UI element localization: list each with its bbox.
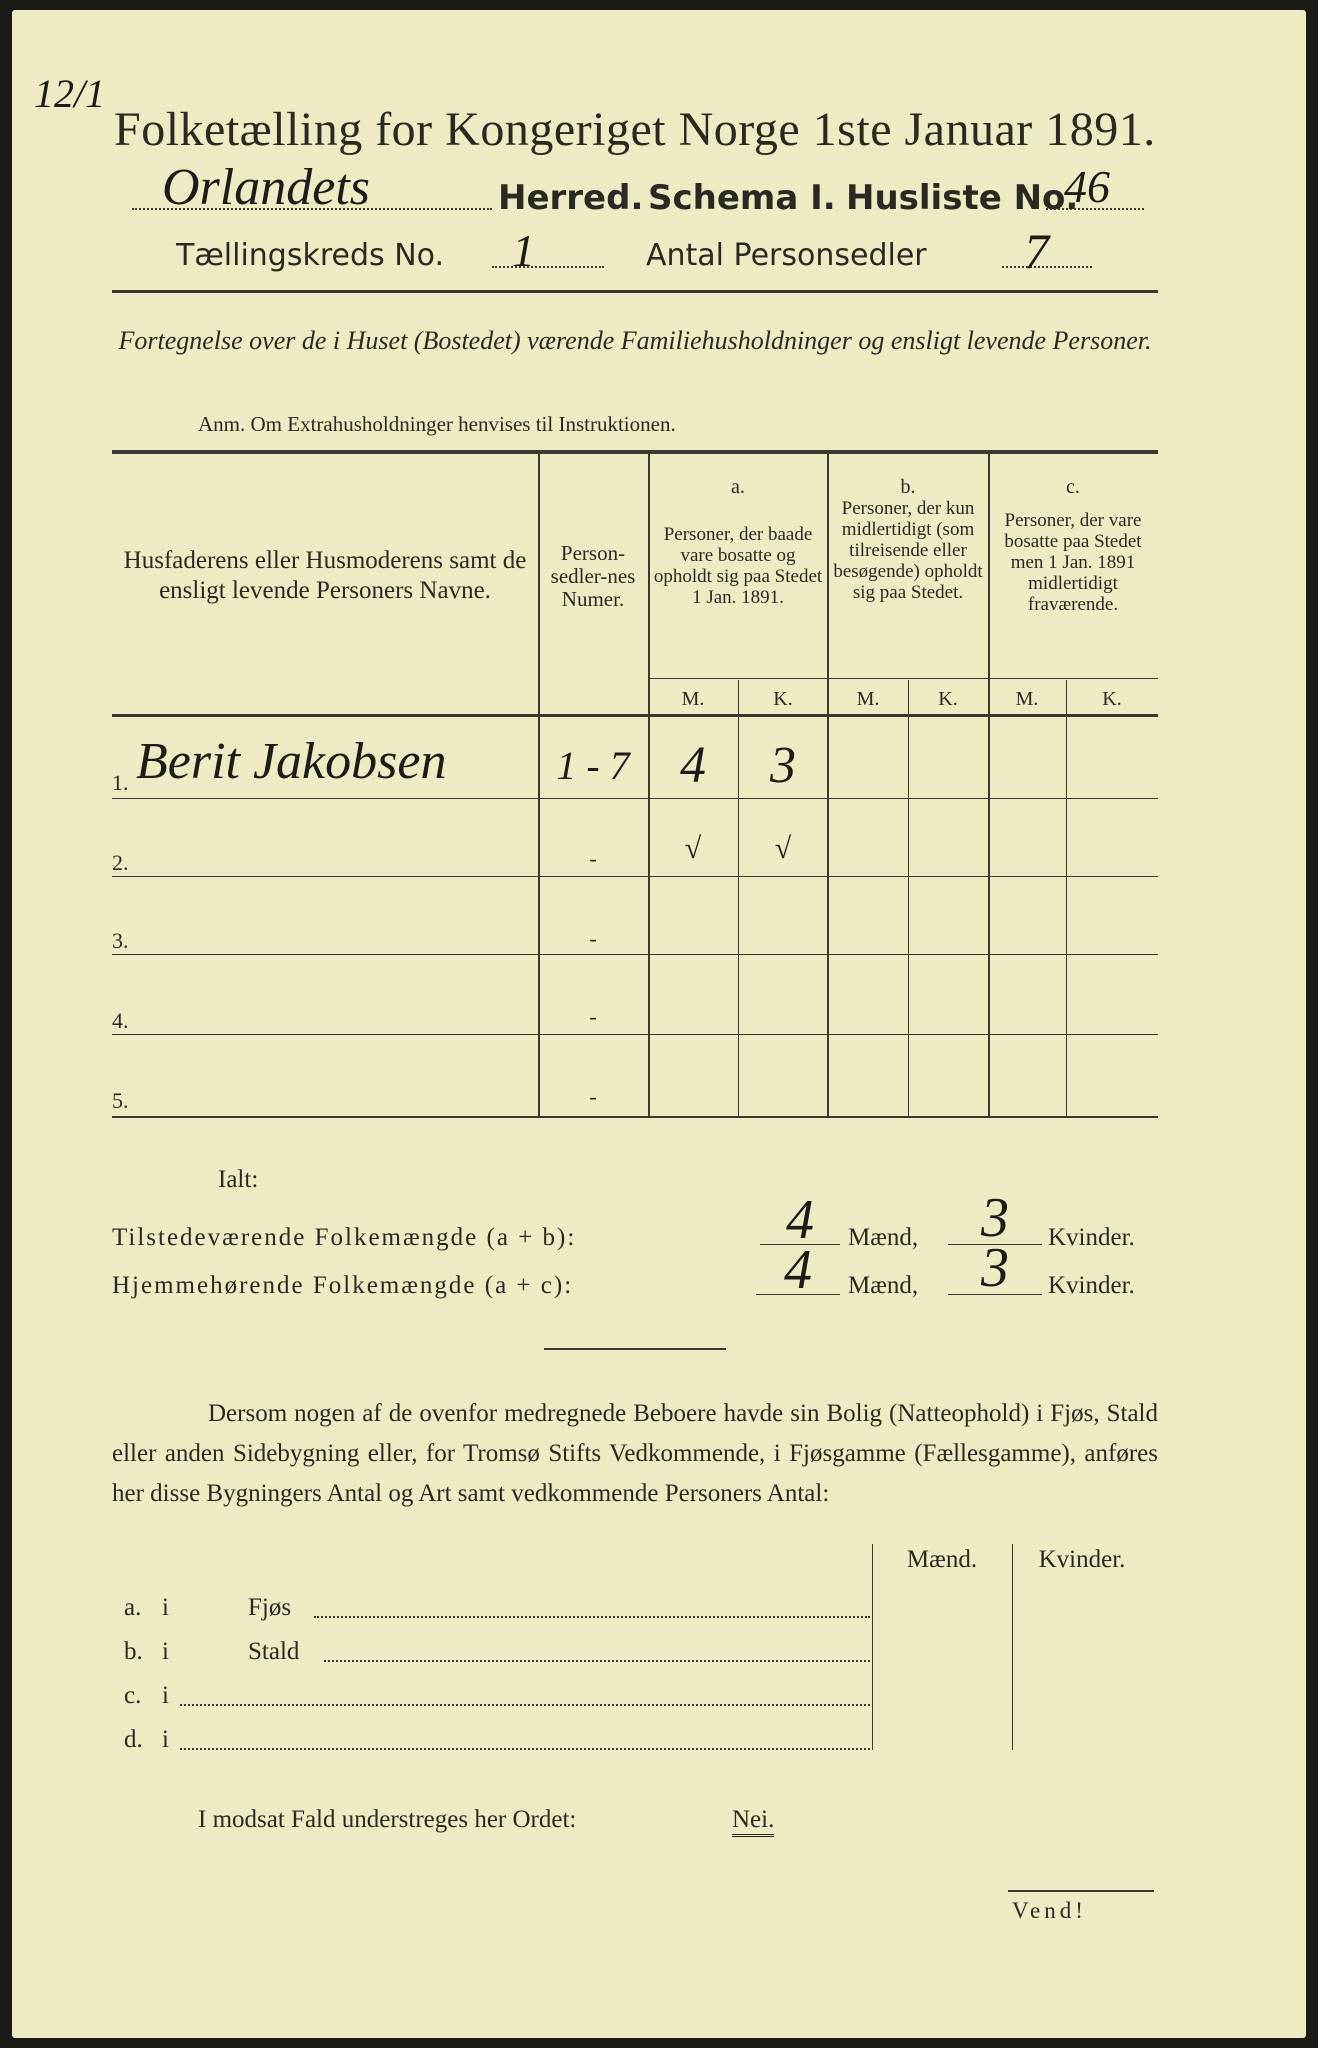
c-k-header: K. (1102, 688, 1122, 710)
bolig-row-letter: d. (124, 1726, 143, 1753)
antal-number: 7 (1024, 223, 1049, 279)
a-k-header: K. (773, 688, 793, 710)
col-line-b-mk (908, 680, 909, 1116)
schema-label: Schema I. (648, 178, 836, 218)
col-line-c-mk (1066, 680, 1067, 1116)
col-header-b: Personer, der kun midlertidigt (som tilreisende eller besøgende) opholdt sig paa Stedet. (833, 498, 983, 603)
hjemme-maend-value: 4 (784, 1239, 812, 1301)
bolig-col-line-1 (872, 1544, 873, 1750)
intro-text: Fortegnelse over de i Huset (Bostedet) værende Familiehusholdninger og ensligt levende Personer. (118, 326, 1152, 355)
bolig-row-letter: a. (124, 1594, 142, 1621)
row-number: 2. (112, 850, 129, 875)
tilstede-kvinder-label: Kvinder. (1048, 1224, 1135, 1251)
col-header-a: Personer, der baade vare bosatte og opholdt sig paa Stedet 1 Jan. 1891. (653, 524, 823, 608)
herred-label: Herred. (498, 178, 644, 218)
form-title: Folketælling for Kongeriget Norge 1ste Januar 1891. (114, 103, 1156, 156)
tilstede-maend-label: Mænd, (848, 1224, 919, 1251)
col-header-c-letter: c. (1066, 476, 1080, 498)
row-number: 5. (112, 1088, 129, 1113)
row-person-number: - (589, 1004, 597, 1029)
c-m-header: M. (1015, 688, 1039, 710)
row-rule-4 (112, 1034, 1158, 1035)
bolig-row-dotline (180, 1704, 870, 1706)
col-line-1 (538, 454, 540, 1116)
a-m-header: M. (681, 688, 705, 710)
table-bottom-rule (112, 1116, 1158, 1118)
table-header-rule (112, 714, 1158, 717)
census-form-sheet (12, 10, 1306, 2038)
kreds-dotline (492, 266, 604, 268)
col-header-b-letter: b. (900, 476, 916, 498)
section-divider (544, 1348, 726, 1350)
col-header-c: Personer, der vare bosatte paa Stedet men 1 Jan. 1891 midlertidigt fraværende. (1004, 510, 1142, 615)
husliste-number: 46 (1064, 161, 1110, 212)
antal-label: Antal Personsedler (646, 238, 927, 273)
bolig-row-label: Fjøs (248, 1594, 292, 1621)
hjemme-kvinder-label: Kvinder. (1048, 1272, 1135, 1299)
hjemme-maend-label: Mænd, (848, 1272, 919, 1299)
bolig-row-dotline (324, 1660, 870, 1662)
row-person-number: 1 - 7 (556, 743, 630, 788)
modsat-text: I modsat Fald understreges her Ordet: (198, 1806, 577, 1833)
mk-sub-rule (648, 678, 1158, 679)
row-number: 3. (112, 928, 129, 953)
vend-text: Vend! (1012, 1898, 1087, 1923)
col-header-number: Person-sedler-nes Numer. (550, 541, 636, 611)
bolig-col-line-2 (1012, 1544, 1013, 1750)
bolig-maend-header: Mænd. (906, 1546, 978, 1573)
row-number: 1. (112, 770, 129, 795)
intro-note: Anm. Om Extrahusholdninger henvises til Instruktionen. (198, 412, 676, 436)
table-top-rule (112, 450, 1158, 454)
bolig-row-i: i (162, 1638, 169, 1665)
bolig-row-i: i (162, 1594, 169, 1621)
row-rule-3 (112, 954, 1158, 955)
kreds-label: Tællingskreds No. (176, 238, 444, 273)
margin-note: 12/1 (34, 71, 106, 116)
row-person-number: - (589, 846, 597, 871)
b-m-header: M. (856, 688, 880, 710)
row-name: Berit Jakobsen (136, 733, 447, 790)
bolig-row-dotline (180, 1748, 870, 1750)
row-a-k: 3 (770, 737, 796, 794)
row-a-k: √ (774, 832, 792, 865)
bolig-row-i: i (162, 1726, 169, 1753)
vend-rule (1008, 1890, 1154, 1892)
hjemme-label: Hjemmehørende Folkemængde (a + c): (112, 1272, 574, 1299)
bolig-paragraph: Dersom nogen af de ovenfor medregnede Beboere havde sin Bolig (Natteophold) i Fjøs, Stald eller anden Sidebygning eller, for Tromsø Stifts Vedkommende, i Fjøsgamme (Fællesgamme), anføres her disse Bygningers Antal og Art samt vedkommende Personers Antal: (112, 1400, 1158, 1507)
husliste-label: Husliste No. (846, 178, 1079, 218)
bolig-row-letter: c. (124, 1682, 142, 1709)
bolig-row-label: Stald (248, 1638, 300, 1665)
row-rule-2 (112, 876, 1158, 877)
bolig-row-letter: b. (124, 1638, 143, 1665)
row-rule-1 (112, 798, 1158, 799)
row-number: 4. (112, 1008, 129, 1033)
herred-name: Orlandets (162, 159, 370, 216)
hjemme-kvinder-value: 3 (981, 1237, 1009, 1299)
bolig-row-dotline (314, 1616, 870, 1618)
col-header-names: Husfaderens eller Husmoderens samt de ensligt levende Personers Navne. (123, 547, 527, 604)
row-a-m: 4 (680, 737, 706, 794)
bolig-row-i: i (162, 1682, 169, 1709)
col-line-4 (988, 454, 990, 1116)
header-rule (112, 290, 1158, 293)
tilstede-label: Tilstedeværende Folkemængde (a + b): (112, 1224, 577, 1251)
nei-word: Nei. (732, 1806, 774, 1837)
row-person-number: - (589, 1084, 597, 1109)
col-header-a-letter: a. (731, 476, 745, 498)
kreds-number: 1 (512, 225, 535, 276)
row-person-number: - (589, 926, 597, 951)
ialt-label: Ialt: (218, 1166, 259, 1193)
tilstede-kvinder-value: 3 (981, 1187, 1009, 1249)
bolig-kvinder-header: Kvinder. (1038, 1546, 1126, 1573)
b-k-header: K. (938, 688, 958, 710)
row-a-m: √ (684, 832, 702, 865)
tilstede-maend-value: 4 (786, 1189, 814, 1251)
